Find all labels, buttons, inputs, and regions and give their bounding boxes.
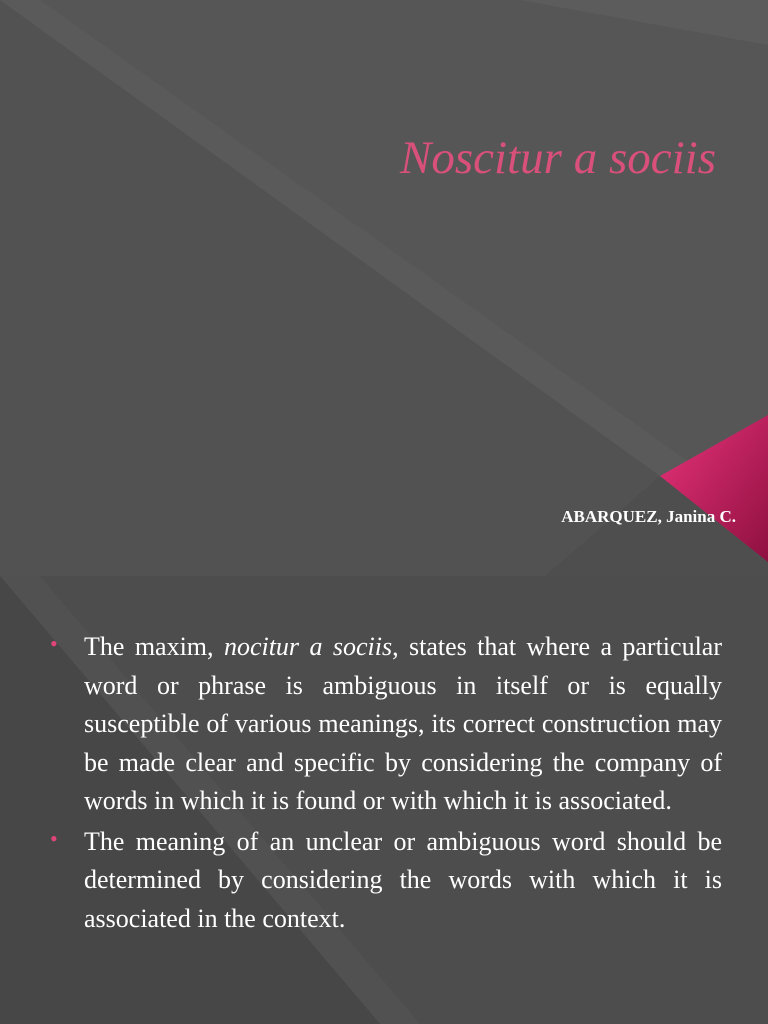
slide-title: Noscitur a sociis — [400, 132, 716, 184]
author-name: ABARQUEZ, Janina C. — [561, 507, 736, 526]
bg-shape-top — [0, 0, 768, 45]
bullet-marker: • — [50, 825, 58, 851]
list-item — [48, 823, 722, 939]
bullet-marker: • — [50, 631, 58, 656]
bullet-text-start: The maxim, — [84, 632, 224, 661]
content-slide — [0, 576, 768, 1024]
bullet-text-end: , states that where a particular word or phrase is ambiguous in itself or is equally susceptible of various meanings, its correct construction may be made clear and specific by considering the company of words in which it is found or with which it is associated. — [84, 632, 722, 815]
bullet-text-italic: nocitur a sociis — [223, 632, 393, 661]
bullet-text: The meaning of an unclear or ambiguous word should be determined by considering the words with which it is associated in the context. — [84, 826, 722, 933]
list-item — [48, 628, 722, 821]
bullet-list — [48, 628, 722, 940]
bg-shape-left — [0, 0, 660, 576]
